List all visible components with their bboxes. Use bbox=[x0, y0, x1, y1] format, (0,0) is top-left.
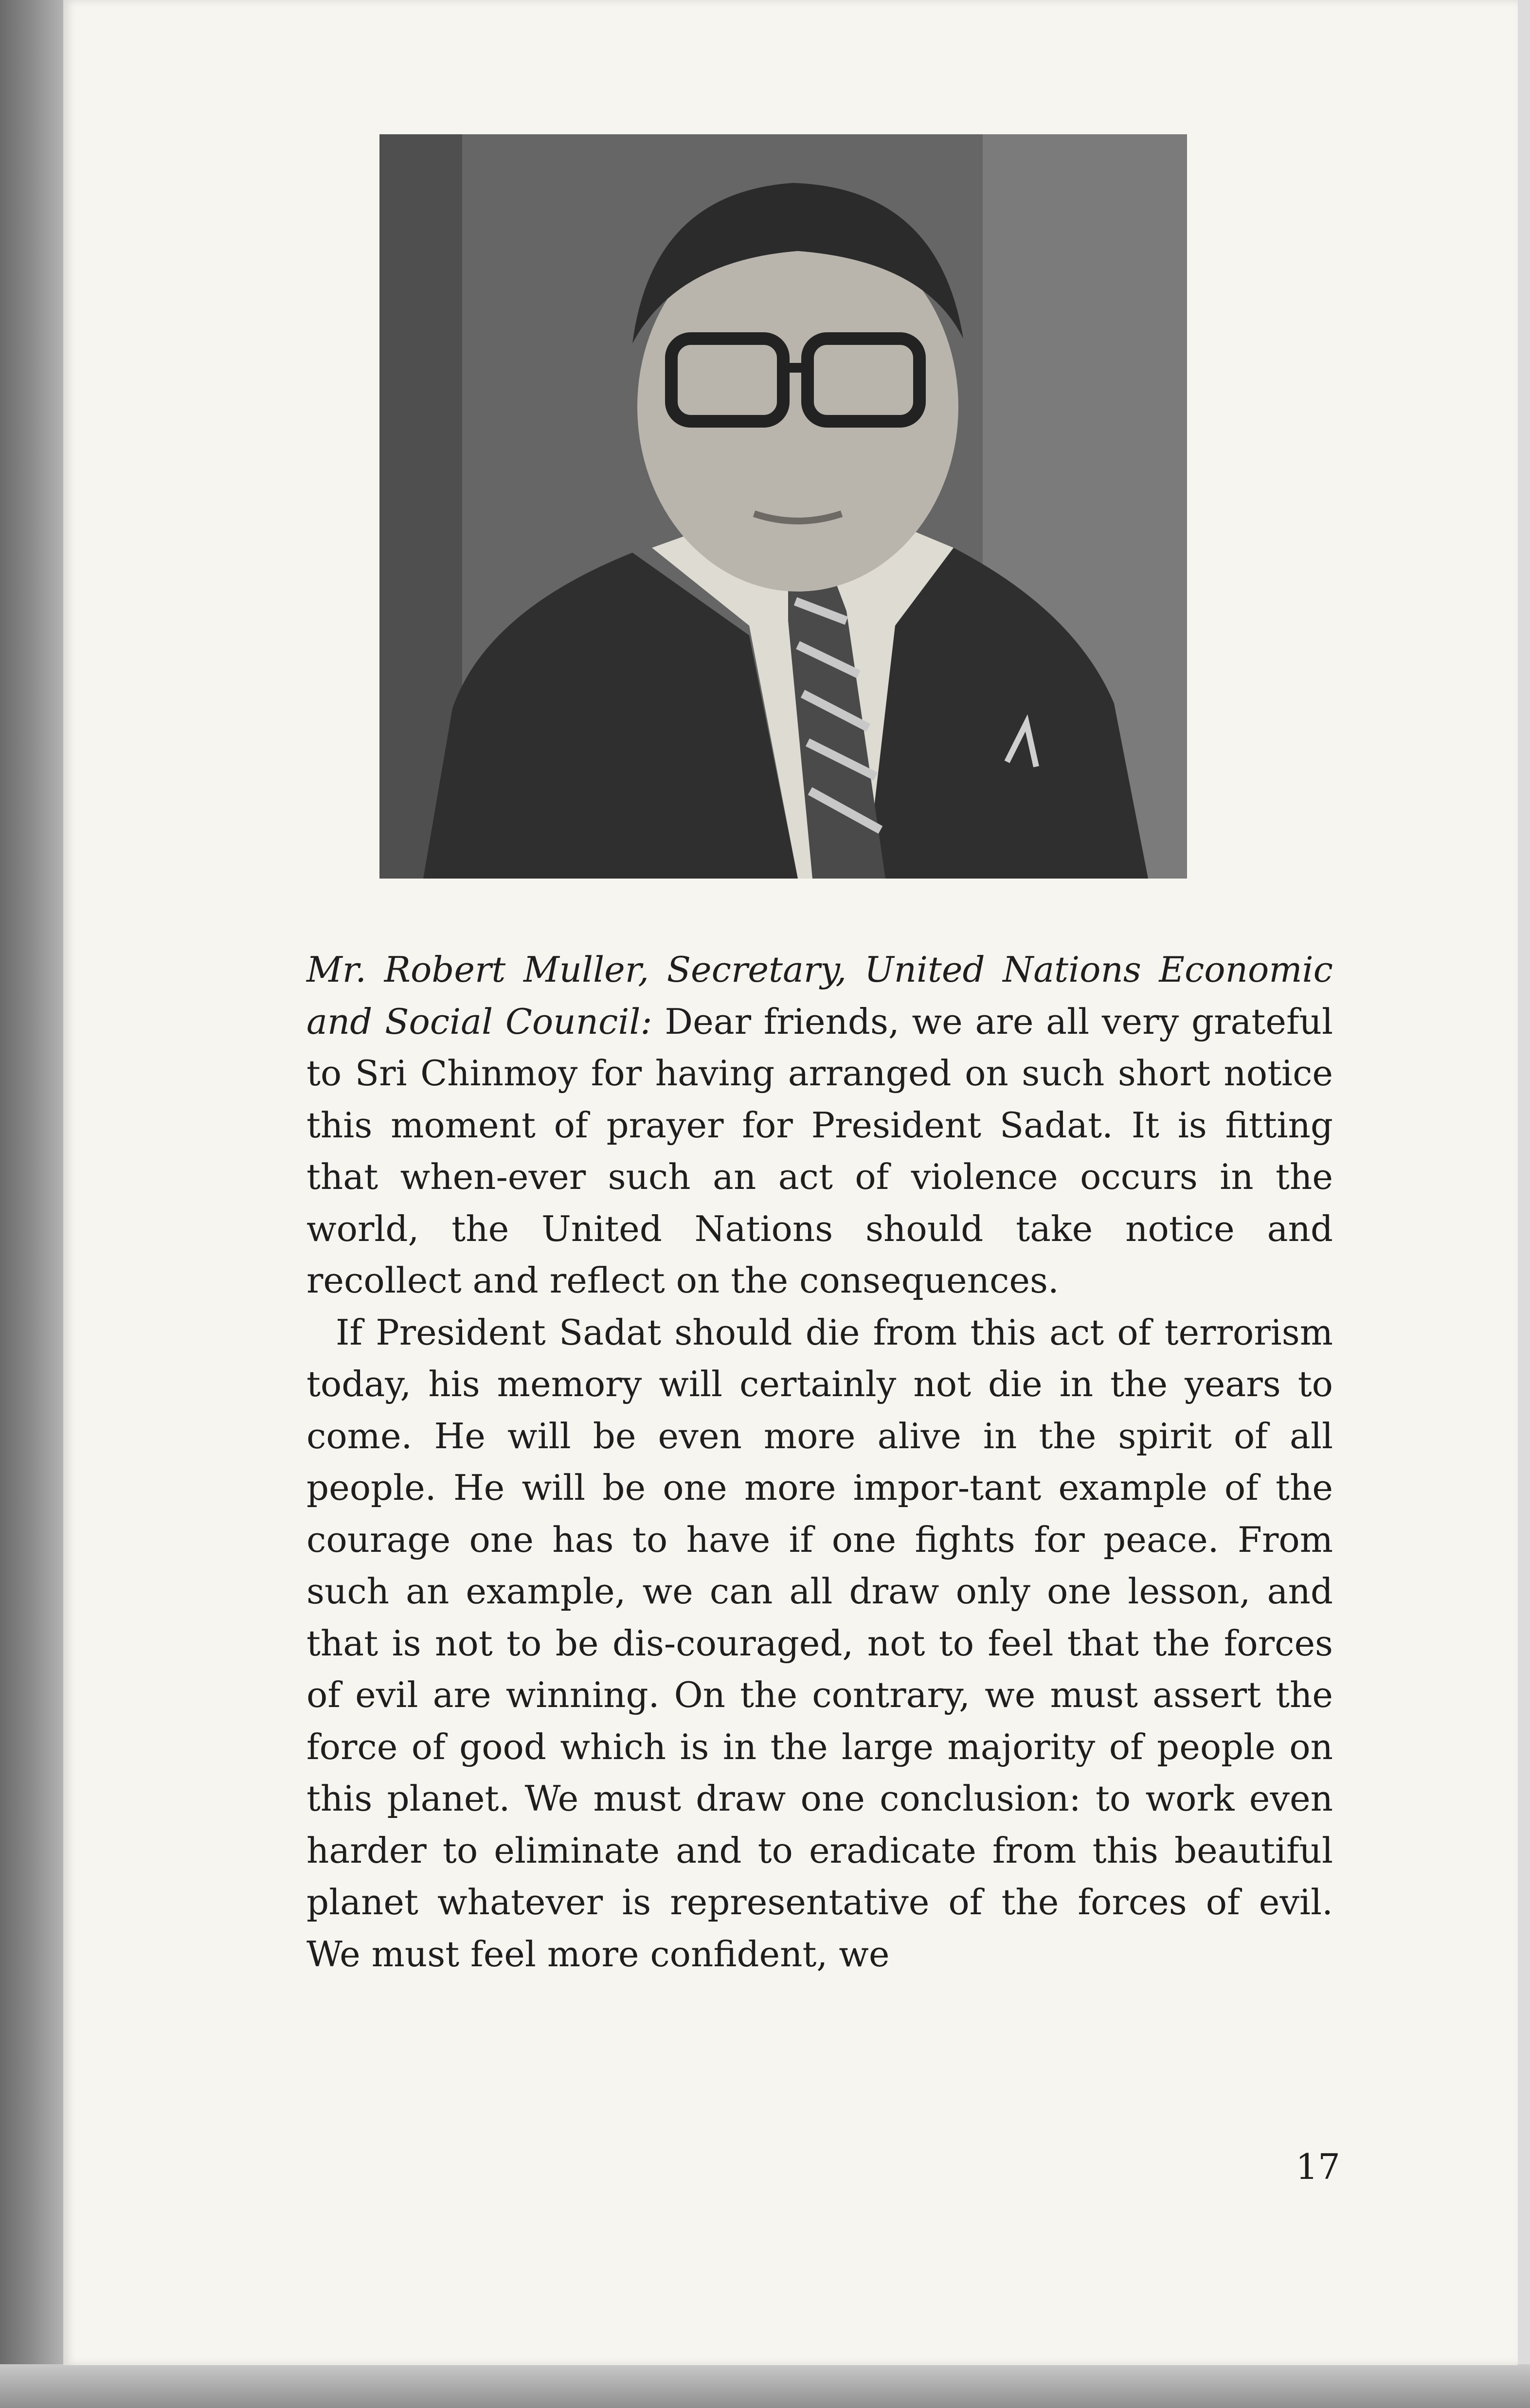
paragraph-1-text: Dear friends, we are all very grateful to Sri Chinmoy for having arranged on such short notice this moment of prayer for President Sadat. It is fitting that when-ever such an act of violence occurs in the world, the United Nations should take notice and recollect and reflect on the consequences. bbox=[306, 1001, 1333, 1301]
speaker-attribution: Mr. Robert Muller, Secretary, United Nations Economic and Social Council: bbox=[306, 949, 1333, 1042]
portrait-photo-icon bbox=[379, 134, 1187, 879]
first-paragraph bbox=[306, 944, 1333, 1307]
article-text bbox=[306, 944, 1333, 1980]
paragraph-2-text: If President Sadat should die from this act of terrorism today, his memory will certainly not die in the years to come. He will be even more alive in the spirit of all people. He will be one more impor-tant example of the courage one has to have if one fights for peace. From such an example, we can all draw only one lesson, and that is not to be dis-couraged, not to feel that the forces of evil are winning. On the contrary, we must assert the force of good which is in the large majority of people on this planet. We must draw one conclusion: to work even harder to eliminate and to eradicate from this beautiful planet whatever is representative of the forces of evil. We must feel more confident, we bbox=[306, 1312, 1333, 1975]
left-scan-edge bbox=[0, 0, 68, 2408]
bottom-scan-edge bbox=[0, 2364, 1530, 2408]
page-number: 17 bbox=[1296, 2146, 1340, 2187]
book-page bbox=[63, 0, 1518, 2365]
portrait-photo bbox=[379, 134, 1187, 879]
